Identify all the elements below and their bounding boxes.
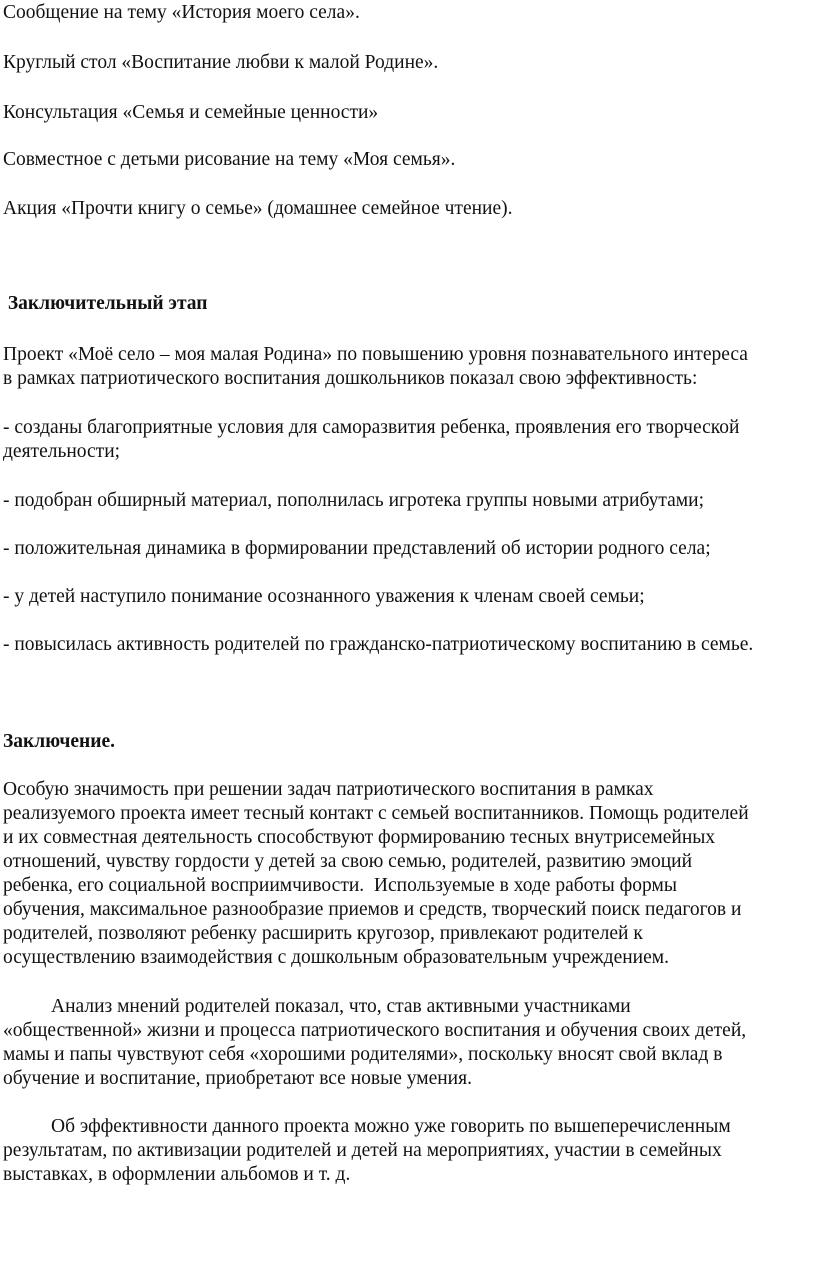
paragraph-line: обучения, максимальное разнообразие приемов и средств, творческий поиск педагогов и (3, 899, 742, 920)
result-item: - положительная динамика в формировании представлений об истории родного села; (3, 538, 711, 559)
paragraph-line: Об эффективности данного проекта можно уже говорить по вышеперечисленным (51, 1116, 731, 1137)
paragraph-line: «общественной» жизни и процесса патриотического воспитания и обучения своих детей, (3, 1020, 747, 1041)
paragraph-line: обучение и воспитание, приобретают все новые умения. (3, 1068, 472, 1089)
section-heading-conclusion: Заключение. (3, 731, 116, 752)
result-item-line: деятельности; (3, 441, 121, 462)
paragraph-line: Анализ мнений родителей показал, что, став активными участниками (51, 996, 631, 1017)
list-item: Сообщение на тему «История моего села». (3, 2, 360, 23)
paragraph-line: Особую значимость при решении задач патриотического воспитания в рамках (3, 779, 654, 800)
paragraph-line: родителей, позволяют ребенку расширить кругозор, привлекают родителей к (3, 923, 643, 944)
result-item: - подобран обширный материал, пополнилась игротека группы новыми атрибутами; (3, 490, 705, 511)
list-item: Круглый стол «Воспитание любви к малой Родине». (3, 52, 439, 73)
section-heading-final-stage: Заключительный этап (3, 293, 208, 314)
paragraph-line: Проект «Моё село – моя малая Родина» по повышению уровня познавательного интереса (3, 344, 748, 365)
result-item-line: - созданы благоприятные условия для саморазвития ребенка, проявления его творческой (3, 417, 740, 438)
paragraph-line: отношений, чувству гордости у детей за свою семью, родителей, развитию эмоций (3, 851, 693, 872)
result-item: - у детей наступило понимание осознанного уважения к членам своей семьи; (3, 586, 645, 607)
result-item: - повысилась активность родителей по гражданско-патриотическому воспитанию в семье. (3, 634, 754, 655)
paragraph-line: ребенка, его социальной восприимчивости. Используемые в ходе работы формы (3, 875, 677, 896)
paragraph-line: мамы и папы чувствуют себя «хорошими родителями», поскольку вносят свой вклад в (3, 1044, 723, 1065)
paragraph-line: осуществлению взаимодействия с дошкольным образовательным учреждением. (3, 947, 669, 968)
list-item: Совместное с детьми рисование на тему «Моя семья». (3, 149, 456, 170)
paragraph-line: в рамках патриотического воспитания дошкольников показал свою эффективность: (3, 368, 698, 389)
list-item: Акция «Прочти книгу о семье» (домашнее семейное чтение). (3, 198, 513, 219)
paragraph-line: реализуемого проекта имеет тесный контакт с семьей воспитанников. Помощь родителей (3, 803, 749, 824)
paragraph-line: выставках, в оформлении альбомов и т. д. (3, 1164, 351, 1185)
paragraph-line: результатам, по активизации родителей и детей на мероприятиях, участии в семейных (3, 1140, 722, 1161)
list-item: Консультация «Семья и семейные ценности» (3, 102, 379, 123)
paragraph-line: и их совместная деятельность способствуют формированию тесных внутрисемейных (3, 827, 716, 848)
